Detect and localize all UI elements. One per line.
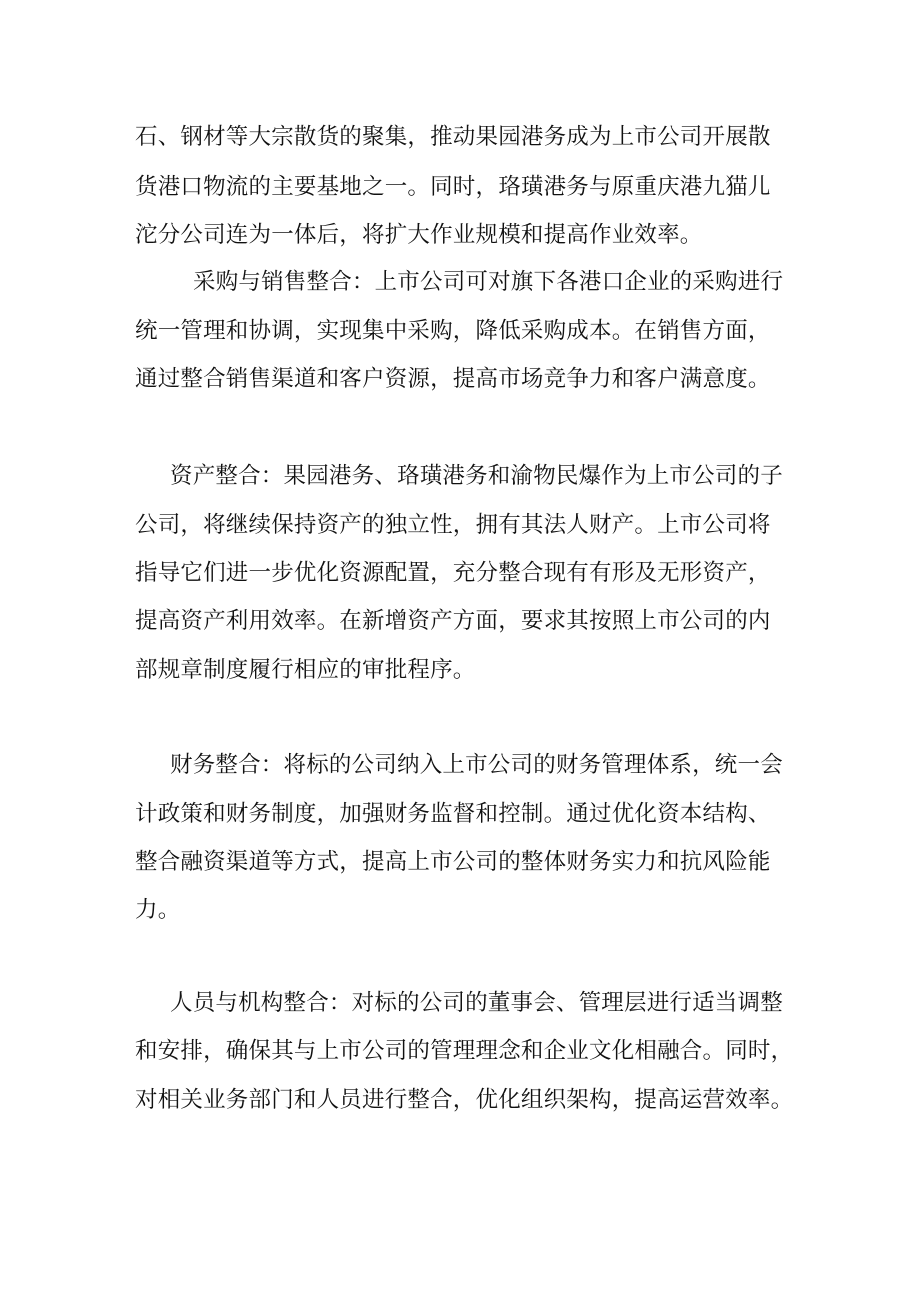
paragraph-3-line-1: 资产整合：果园港务、珞璜港务和渝物民爆作为上市公司的子 (170, 463, 783, 489)
paragraph-1-line-3: 沱分公司连为一体后，将扩大作业规模和提高作业效率。 (135, 222, 703, 248)
paragraph-4-line-4: 力。 (135, 897, 181, 923)
paragraph-1-line-2: 货港口物流的主要基地之一。同时，珞璜港务与原重庆港九猫儿 (135, 174, 771, 200)
paragraph-5-line-2: 和安排，确保其与上市公司的管理理念和企业文化相融合。同时， (135, 1038, 794, 1064)
paragraph-4-line-1: 财务整合：将标的公司纳入上市公司的财务管理体系，统一会 (170, 752, 783, 778)
paragraph-1-line-1: 石、钢材等大宗散货的聚集，推动果园港务成为上市公司开展散 (135, 124, 771, 150)
paragraph-3-line-5: 部规章制度履行相应的审批程序。 (135, 657, 476, 683)
paragraph-5-line-3: 对相关业务部门和人员进行整合，优化组织架构，提高运营效率。 (135, 1087, 794, 1113)
paragraph-4-line-2: 计政策和财务制度，加强财务监督和控制。通过优化资本结构、 (135, 801, 771, 827)
paragraph-3-line-2: 公司，将继续保持资产的独立性，拥有其法人财产。上市公司将 (135, 512, 771, 538)
paragraph-4-line-3: 整合融资渠道等方式，提高上市公司的整体财务实力和抗风险能 (135, 849, 771, 875)
paragraph-2-line-1: 采购与销售整合：上市公司可对旗下各港口企业的采购进行 (193, 269, 784, 295)
paragraph-2-line-3: 通过整合销售渠道和客户资源，提高市场竞争力和客户满意度。 (135, 366, 771, 392)
paragraph-5-line-1: 人员与机构整合：对标的公司的董事会、管理层进行适当调整 (170, 990, 783, 1016)
paragraph-2-line-2: 统一管理和协调，实现集中采购，降低采购成本。在销售方面， (135, 318, 771, 344)
paragraph-3-line-4: 提高资产利用效率。在新增资产方面，要求其按照上市公司的内 (135, 608, 771, 634)
paragraph-3-line-3: 指导它们进一步优化资源配置，充分整合现有有形及无形资产， (135, 560, 771, 586)
